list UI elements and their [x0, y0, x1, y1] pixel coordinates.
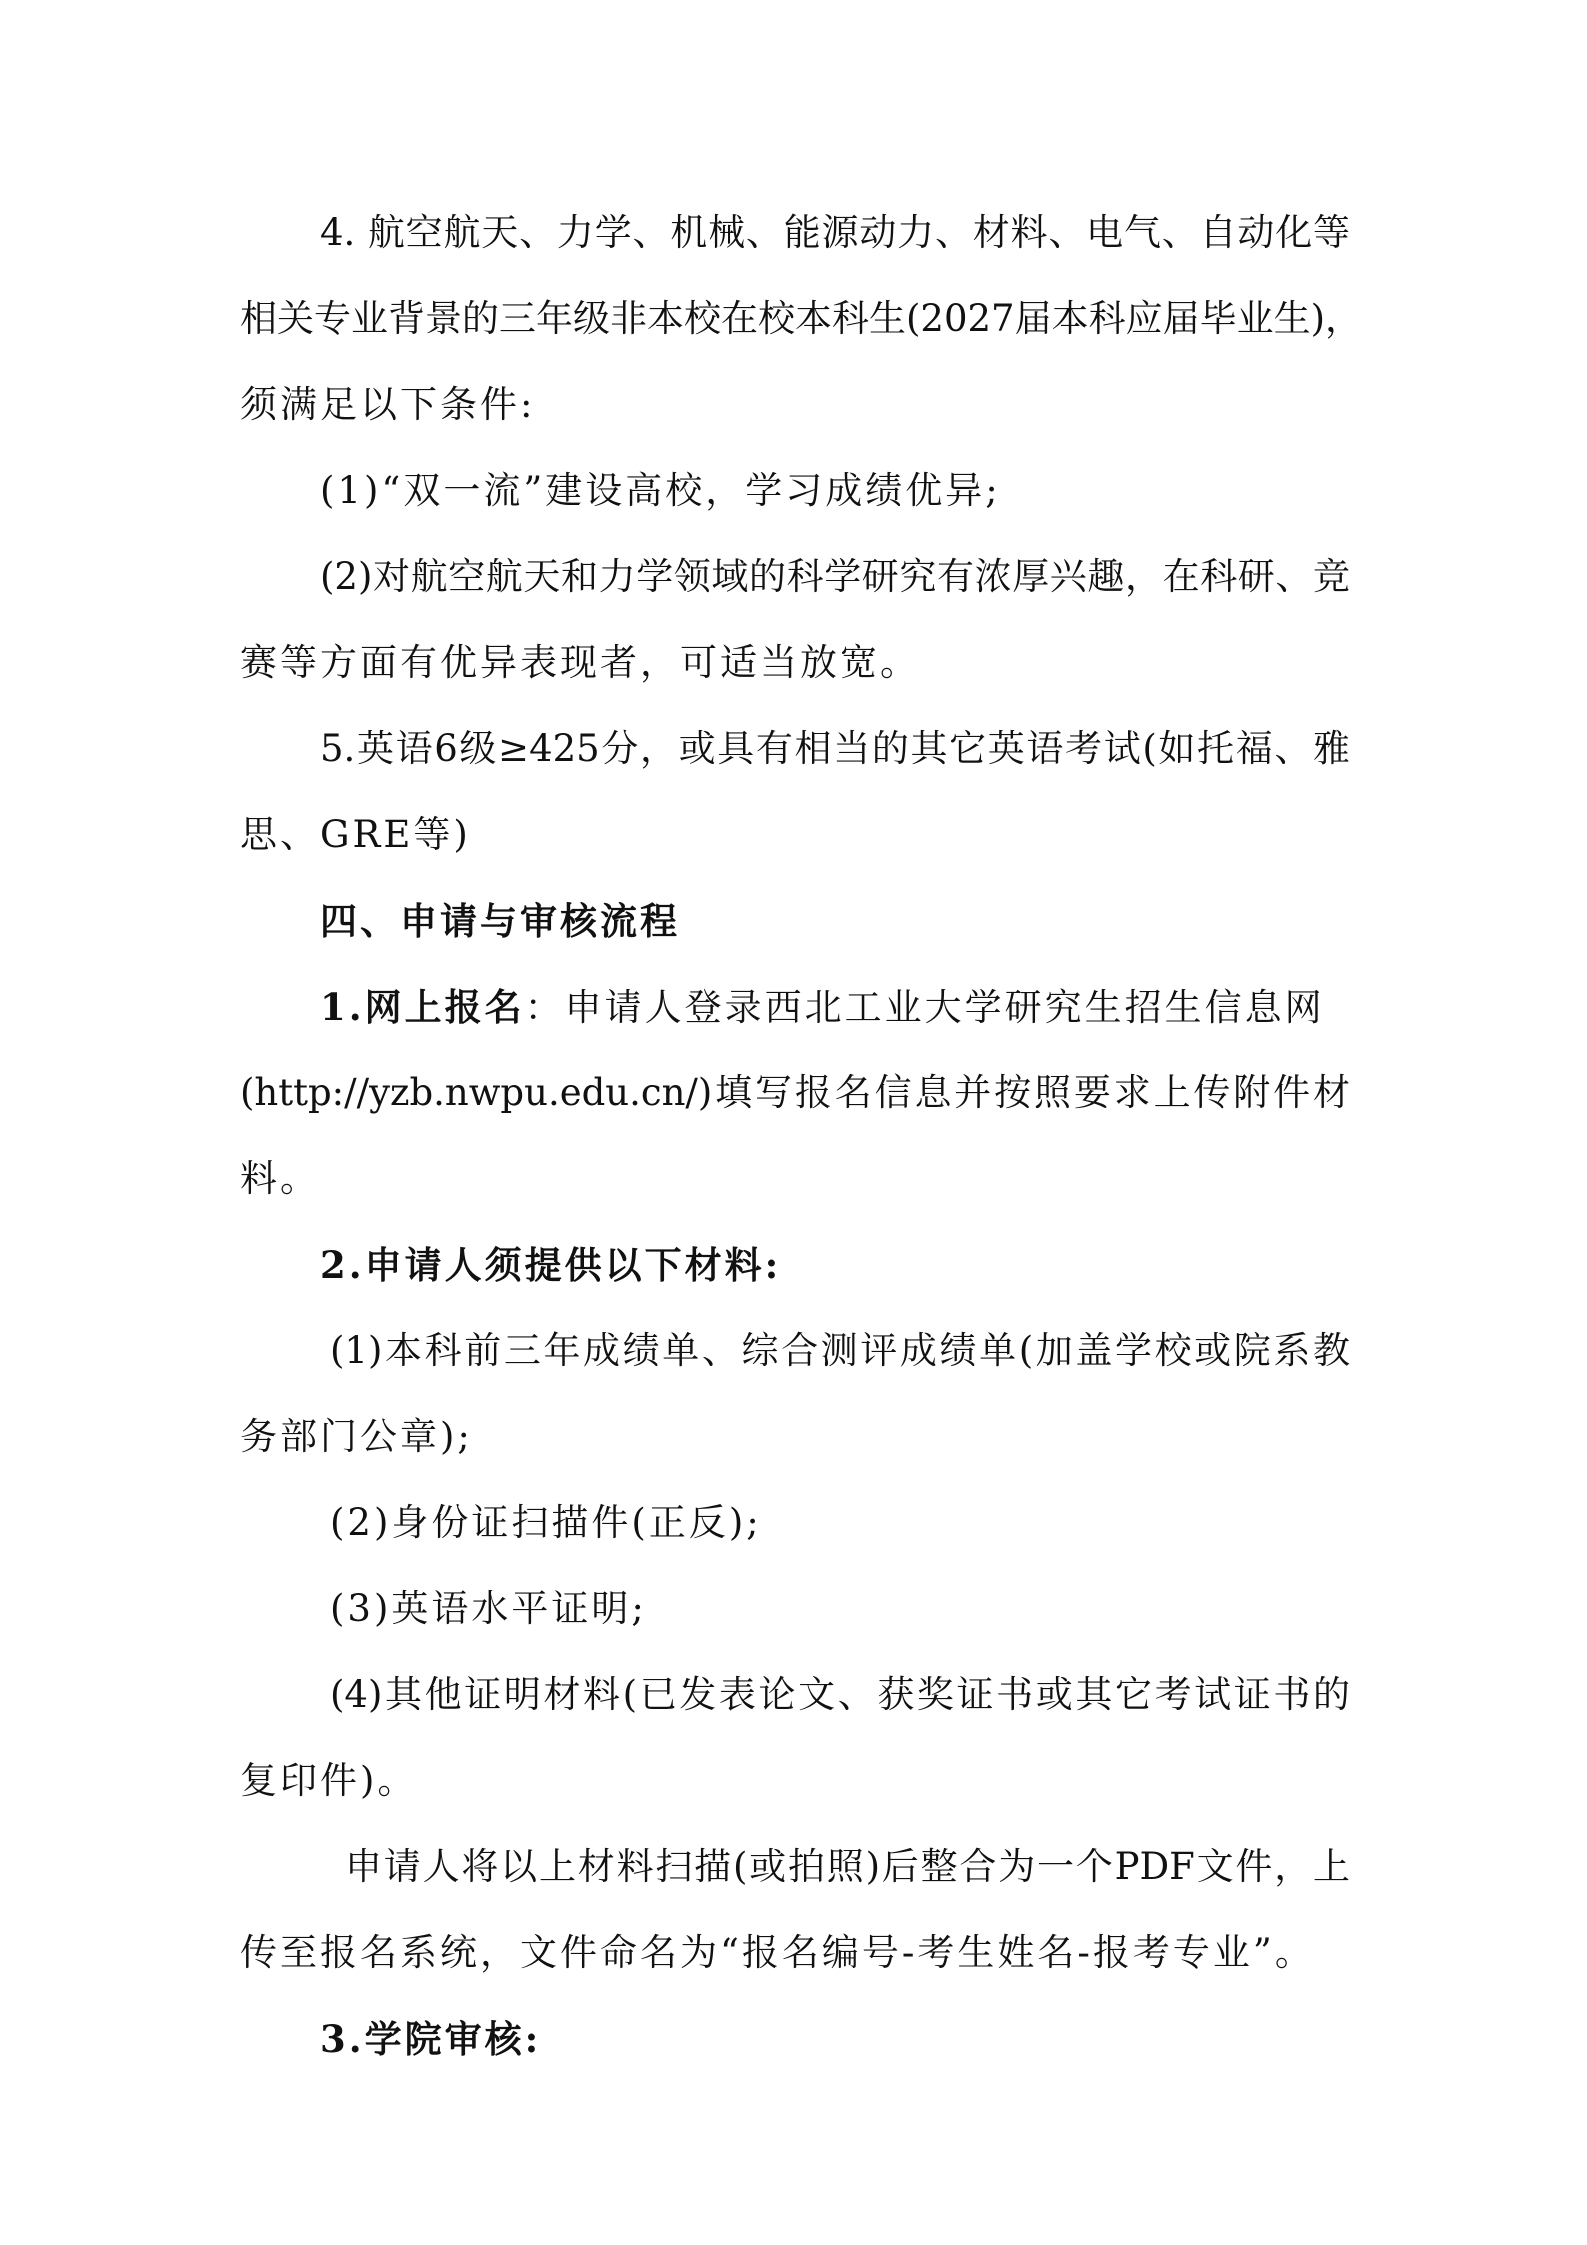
subsection-heading: 2.申请人须提供以下材料:: [320, 1243, 782, 1287]
list-item: (1)“双一流”建设高校，学习成绩优异;: [320, 469, 1001, 512]
list-item: (3)英语水平证明;: [330, 1587, 647, 1630]
inline-heading: 1.网上报名: [320, 985, 525, 1029]
subsection-heading: 3.学院审核:: [320, 2017, 542, 2061]
inline-text: ：申请人登录西北工业大学研究生招生信息网: [524, 986, 1325, 1029]
list-item: (1)本科前三年成绩单、综合测评成绩单(加盖学校或院系教: [330, 1329, 1350, 1372]
paragraph-line: 4. 航空航天、力学、机械、能源动力、材料、电气、自动化等: [320, 211, 1350, 254]
paragraph-line: 申请人将以上材料扫描(或拍照)后整合为一个PDF文件，上: [345, 1845, 1350, 1888]
list-item: (2)对航空航天和力学领域的科学研究有浓厚兴趣，在科研、竞: [320, 555, 1350, 598]
list-item: (2)身份证扫描件(正反);: [330, 1501, 762, 1544]
paragraph-line: 相关专业背景的三年级非本校在校本科生(2027届本科应届毕业生)，: [240, 297, 1363, 340]
list-item: (4)其他证明材料(已发表论文、获奖证书或其它考试证书的: [330, 1673, 1350, 1716]
paragraph-line: 务部门公章);: [240, 1415, 473, 1458]
section-heading: 四、申请与审核流程: [320, 899, 680, 943]
paragraph-line: 赛等方面有优异表现者，可适当放宽。: [240, 641, 920, 684]
paragraph-line: 5.英语6级≥425分，或具有相当的其它英语考试(如托福、雅: [320, 727, 1350, 770]
paragraph-line: 须满足以下条件:: [240, 383, 536, 426]
paragraph-line: 料。: [240, 1157, 320, 1200]
paragraph-line: 传至报名系统，文件命名为“报名编号-考生姓名-报考专业”。: [240, 1931, 1315, 1974]
paragraph-line: 思、GRE等): [240, 813, 471, 856]
paragraph-line: 复印件)。: [240, 1759, 418, 1802]
paragraph-line: [320, 982, 1350, 1032]
url-line: (http://yzb.nwpu.edu.cn/)填写报名信息并按照要求上传附件材: [240, 1071, 1350, 1114]
